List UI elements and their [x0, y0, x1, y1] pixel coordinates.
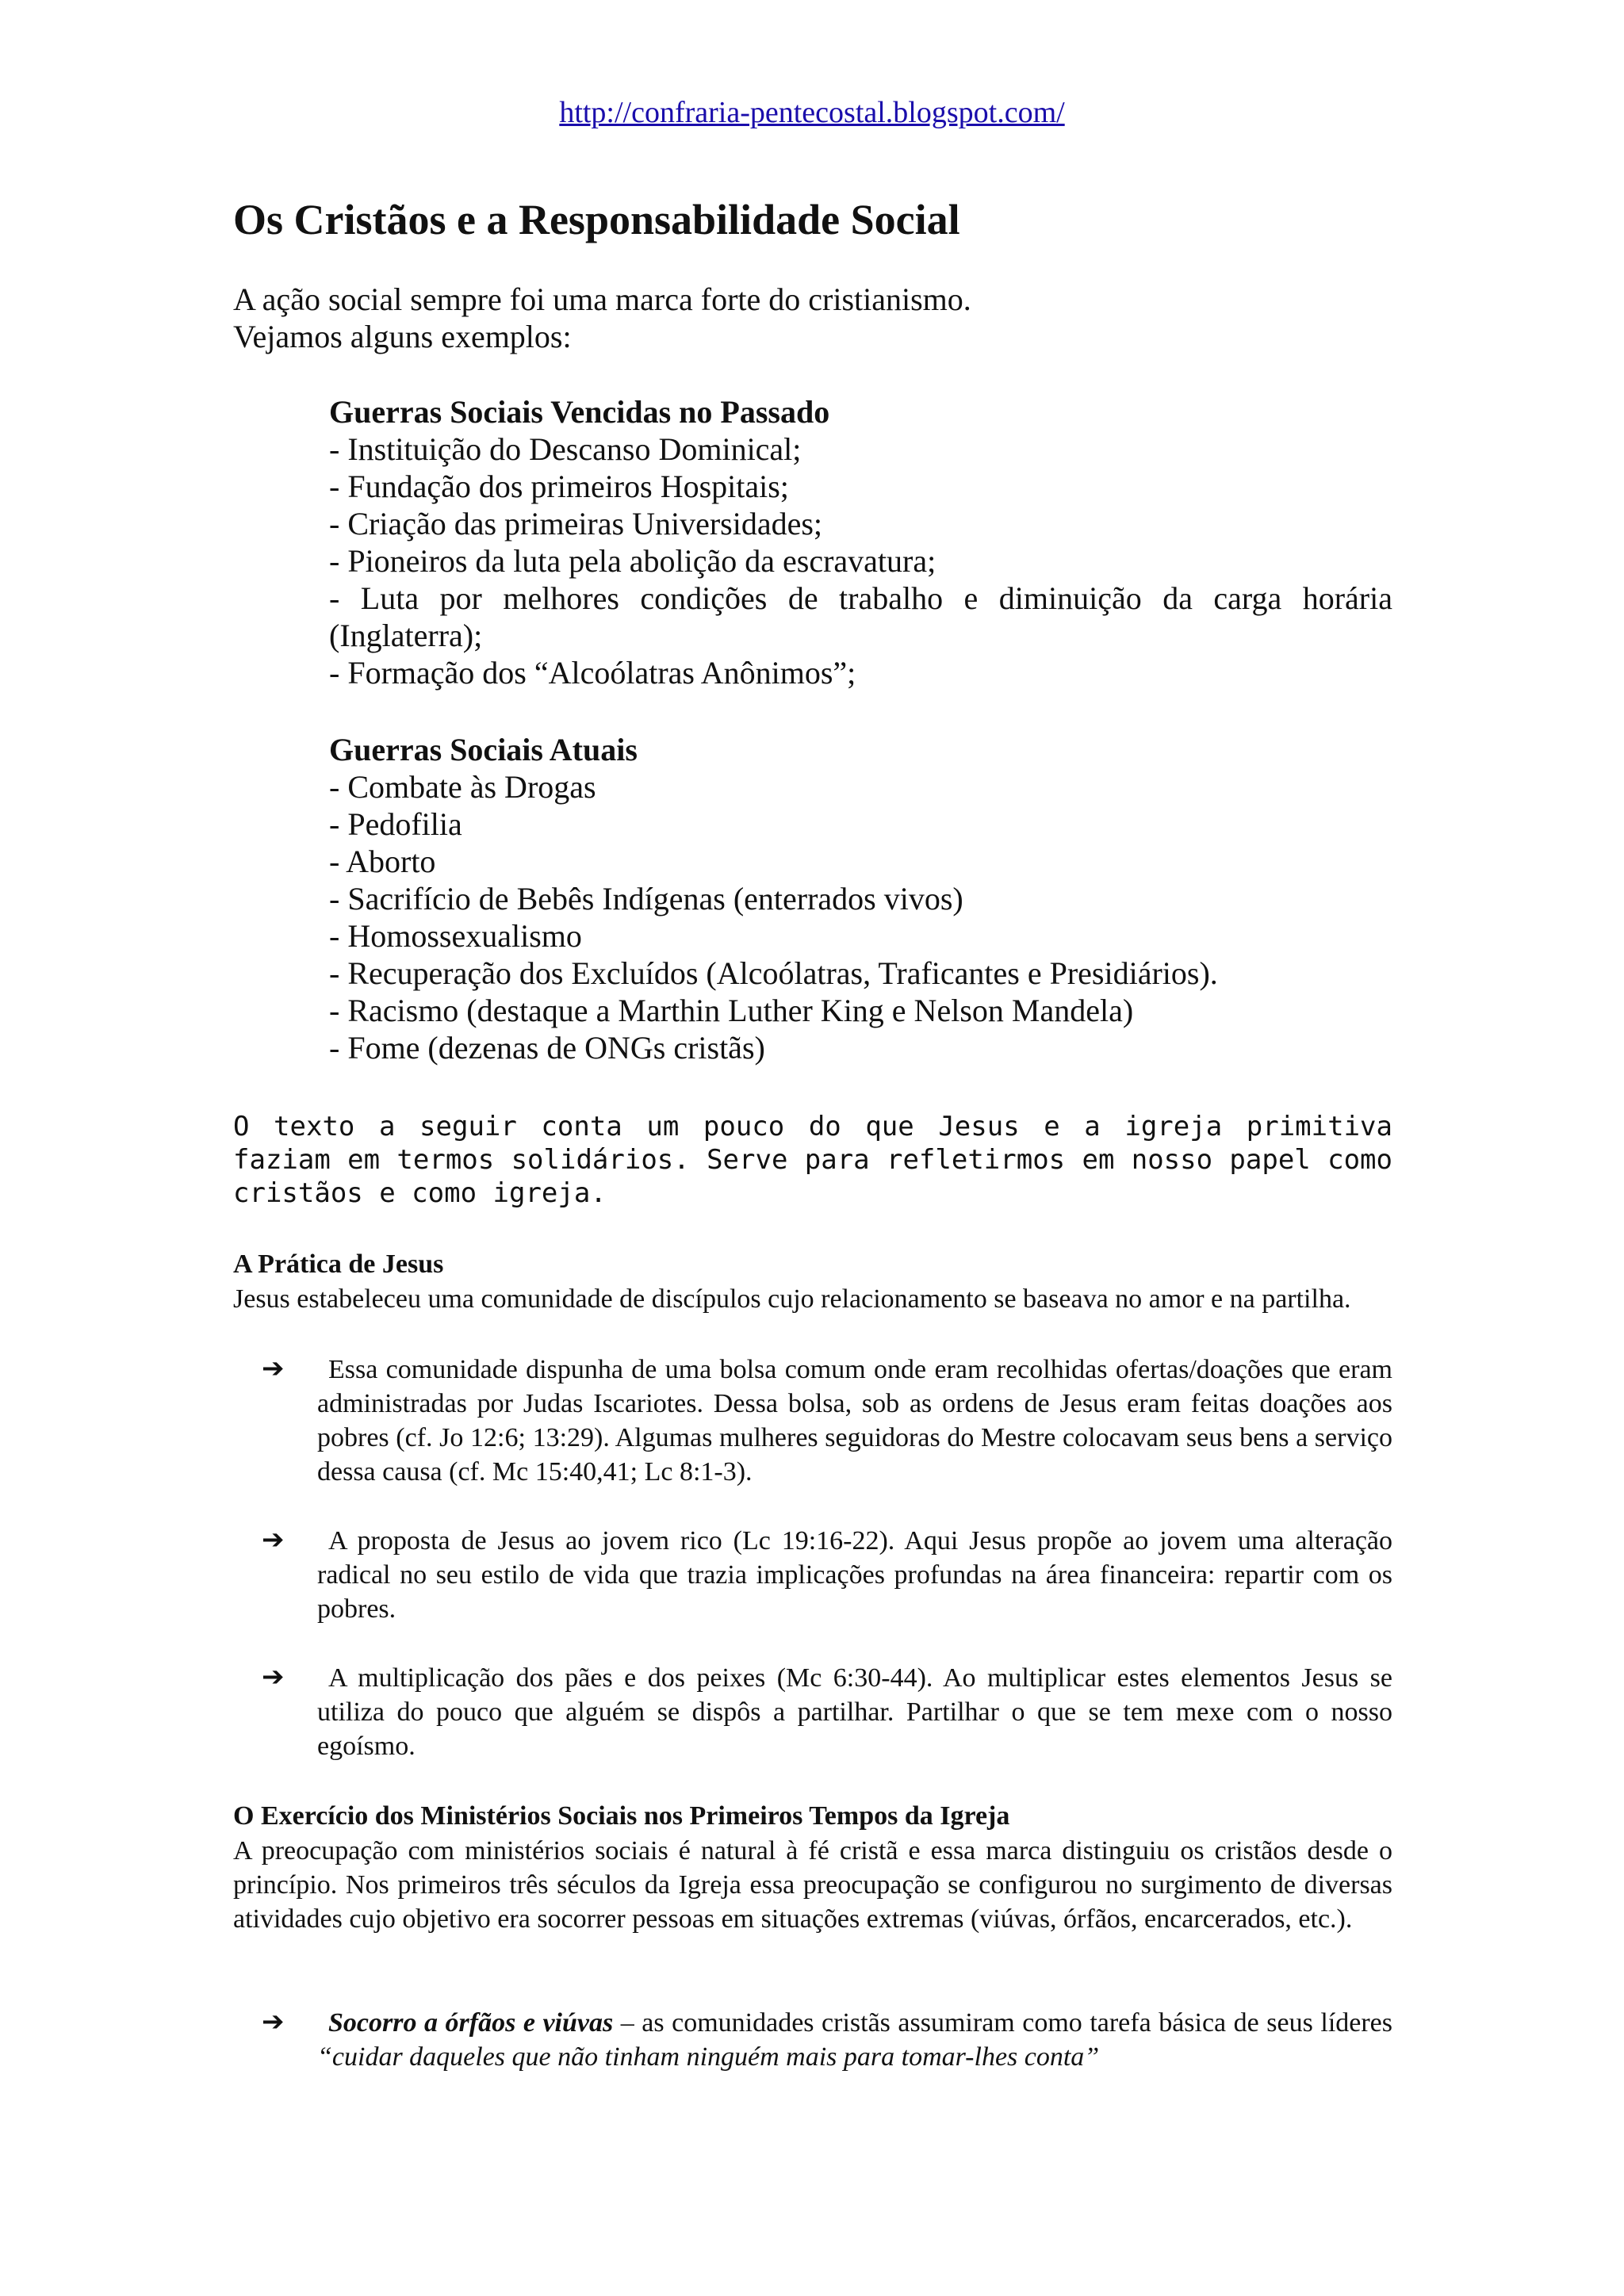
list-item: - Criação das primeiras Universidades;	[329, 506, 823, 541]
intro-paragraph	[233, 281, 1392, 355]
list-item: - Racismo (destaque a Marthin Luther King e Nelson Mandela)	[329, 993, 1134, 1028]
current-wars-list	[329, 731, 1392, 1066]
past-wars-heading: Guerras Sociais Vencidas no Passado	[329, 394, 830, 430]
list-item: - Pioneiros da luta pela abolição da escravatura;	[329, 543, 936, 579]
section-paragraph-jesus-practice: Jesus estabeleceu uma comunidade de discípulos cujo relacionamento se baseava no amor e na partilha.	[233, 1284, 1351, 1314]
list-item: - Fome (dezenas de ONGs cristãs)	[329, 1030, 765, 1066]
section-heading-early-church: O Exercício dos Ministérios Sociais nos Primeiros Tempos da Igreja	[233, 1801, 1010, 1831]
bullet-text: Essa comunidade dispunha de uma bolsa comum onde eram recolhidas ofertas/doações que eram administradas por Judas Iscariotes. Dessa bolsa, sob as ordens de Jesus eram feitas doações aos pobres (cf. Jo 12:6; 13:29). Algumas mulheres seguidoras do Mestre colocavam seus bens a serviço dessa causa (cf. Mc 15:40,41; Lc 8:1-3).	[317, 1355, 1392, 1487]
list-item: - Luta por melhores condições de trabalho e diminuição da carga horária (Inglaterra);	[329, 580, 1392, 653]
bullet-lead: Socorro a órfãos e viúvas	[328, 2008, 614, 2038]
list-item: - Combate às Drogas	[329, 769, 596, 805]
arrow-right-icon: ➔	[262, 2006, 285, 2038]
arrow-right-icon: ➔	[262, 1353, 285, 1384]
list-item: - Instituição do Descanso Dominical;	[329, 431, 802, 467]
arrow-right-icon: ➔	[262, 1524, 285, 1556]
list-item: - Pedofilia	[329, 806, 462, 842]
list-item: - Formação dos “Alcoólatras Anônimos”;	[329, 655, 856, 691]
section-paragraph-early-church: A preocupação com ministérios sociais é natural à fé cristã e essa marca distinguiu os cristãos desde o princípio. Nos primeiros três séculos da Igreja essa preocupação se configurou no surgimento de diversas atividades cujo objetivo era socorrer pessoas em situações extremas (viúvas, órfãos, encarcerados, etc.).	[233, 1836, 1392, 1934]
intro-line: A ação social sempre foi uma marca forte do cristianismo.	[233, 281, 971, 317]
section-heading-jesus-practice: A Prática de Jesus	[233, 1249, 444, 1279]
current-wars-heading: Guerras Sociais Atuais	[329, 732, 638, 767]
list-item: - Homossexualismo	[329, 918, 582, 954]
arrow-right-icon: ➔	[262, 1661, 285, 1693]
intro-line: Vejamos alguns exemplos:	[233, 319, 572, 354]
page-title: Os Cristãos e a Responsabilidade Social	[233, 196, 960, 243]
bullet-body: – as comunidades cristãs assumiram como tarefa básica de seus líderes	[613, 2008, 1393, 2038]
header-url-link[interactable]: http://confraria-pentecostal.blogspot.com/	[559, 96, 1065, 129]
list-item: - Recuperação dos Excluídos (Alcoólatras, Traficantes e Presidiários).	[329, 955, 1218, 991]
mono-paragraph: O texto a seguir conta um pouco do que Jesus e a igreja primitiva faziam em termos solidários. Serve para refletirmos em nosso papel como cristãos e como igreja.	[233, 1111, 1392, 1209]
bullet-text: A proposta de Jesus ao jovem rico (Lc 19:16-22). Aqui Jesus propõe ao jovem uma alteração radical no seu estilo de vida que trazia implicações profundas na área financeira: repartir com os pobres.	[317, 1526, 1392, 1624]
list-item: - Aborto	[329, 844, 436, 879]
bullet-text	[317, 2006, 1392, 2074]
list-item: - Fundação dos primeiros Hospitais;	[329, 469, 789, 504]
bullet-quote: “cuidar daqueles que não tinham ninguém mais para tomar-lhes conta”	[317, 2042, 1100, 2072]
bullet-text: A multiplicação dos pães e dos peixes (Mc 6:30-44). Ao multiplicar estes elementos Jesus se utiliza do pouco que alguém se dispôs a partilhar. Partilhar o que se tem mexe com o nosso egoísmo.	[317, 1663, 1392, 1761]
list-item: - Sacrifício de Bebês Indígenas (enterrados vivos)	[329, 881, 963, 916]
past-wars-list	[329, 393, 1392, 691]
